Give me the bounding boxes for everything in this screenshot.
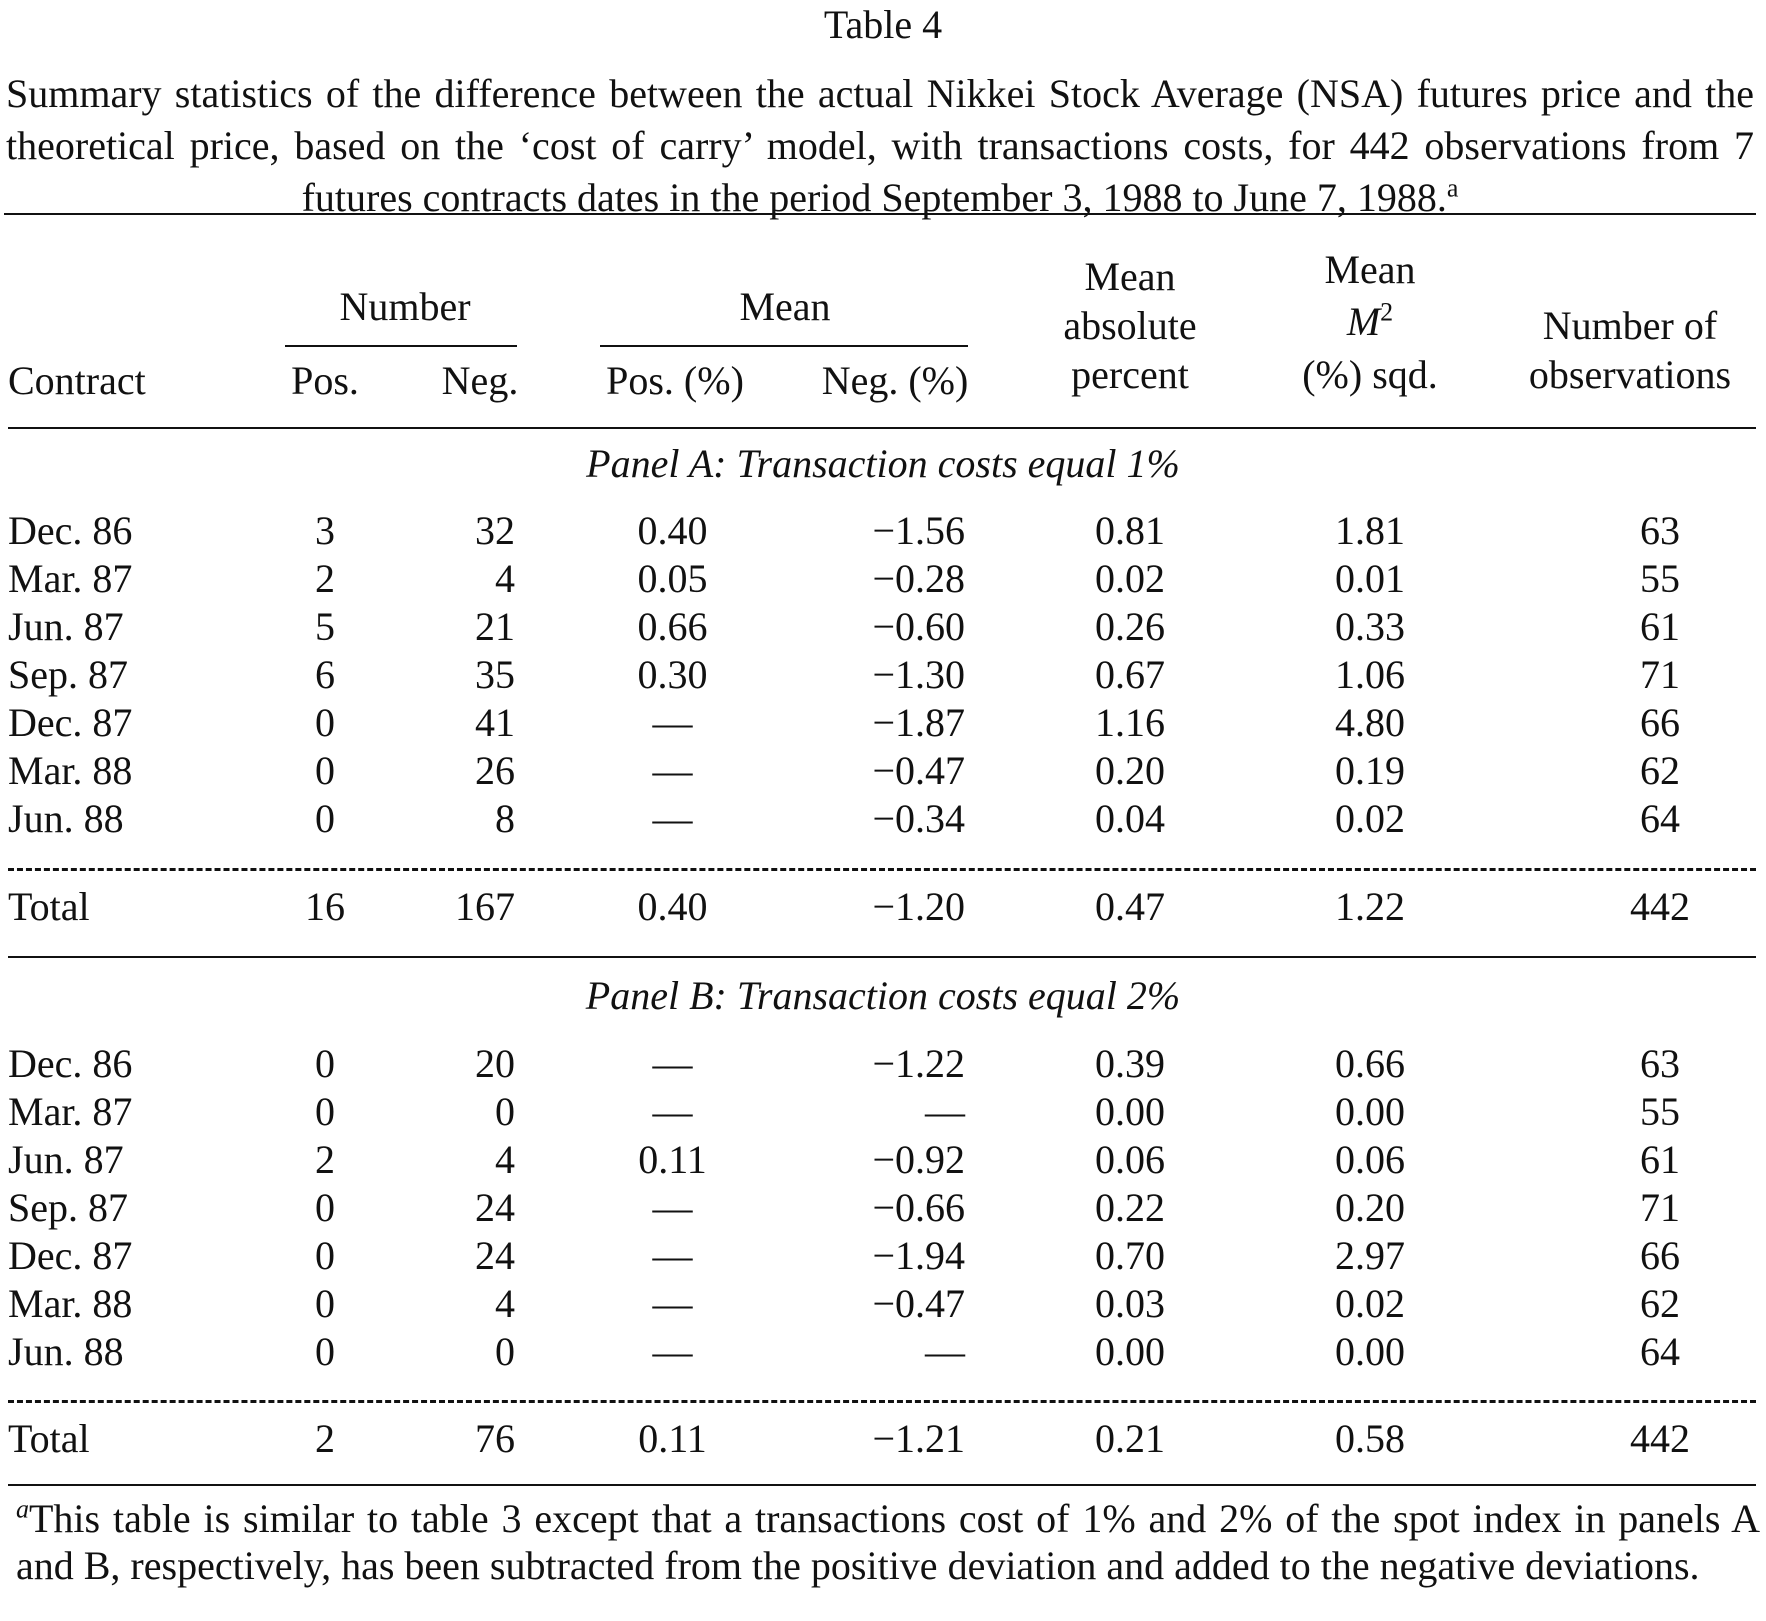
cell-mean-abs: 0.22 (1095, 1185, 1165, 1230)
total-cell-mean-abs: 0.47 (1095, 884, 1165, 929)
cell-mean-neg: −1.87 (872, 700, 965, 745)
cell-nobs: 62 (1640, 1281, 1680, 1326)
cell-pos: 2 (315, 556, 335, 601)
total-cell-mean-neg: −1.20 (872, 884, 965, 929)
cell-pos: 0 (315, 1233, 335, 1278)
cell-mean-m2: 0.02 (1335, 1281, 1405, 1326)
header-pos: Pos. (291, 358, 359, 403)
cell-neg: 24 (475, 1233, 515, 1278)
cell-neg: 21 (475, 604, 515, 649)
panel-a-title: Panel A: Transaction costs equal 1% (586, 441, 1180, 486)
panel-b-total-rule (8, 1400, 1756, 1403)
cell-mean-pos: 0.05 (637, 556, 708, 601)
total-cell-mean-abs: 0.21 (1095, 1416, 1165, 1461)
cell-contract: Dec. 86 (8, 1041, 133, 1086)
total-cell-nobs: 442 (1630, 884, 1690, 929)
table-number: Table 4 (823, 2, 943, 47)
cell-neg: 4 (495, 556, 515, 601)
cell-neg: 24 (475, 1185, 515, 1230)
cell-mean-neg: — (925, 1329, 965, 1374)
panel-a-bottom-rule (8, 956, 1756, 958)
footnote-mark: a (16, 1494, 29, 1524)
cell-mean-abs: 0.39 (1095, 1041, 1165, 1086)
cell-mean-m2: 0.66 (1335, 1041, 1405, 1086)
cell-contract: Mar. 87 (8, 556, 133, 601)
cell-nobs: 64 (1640, 796, 1680, 841)
cell-contract: Sep. 87 (8, 652, 128, 697)
table-footnote (16, 1495, 1760, 1589)
cell-mean-abs: 1.16 (1095, 700, 1165, 745)
cell-mean-pos: 0.40 (637, 508, 708, 553)
cell-nobs: 55 (1640, 1089, 1680, 1134)
cell-neg: 20 (475, 1041, 515, 1086)
header-neg: Neg. (441, 358, 519, 403)
cell-mean-neg: −0.34 (872, 796, 965, 841)
cell-nobs: 71 (1640, 652, 1680, 697)
cell-contract: Jun. 88 (8, 1329, 124, 1374)
total-cell-neg: 76 (475, 1416, 515, 1461)
header-mean-neg: Neg. (%) (821, 358, 969, 403)
total-cell-contract: Total (8, 1416, 90, 1461)
cell-mean-m2: 0.00 (1335, 1089, 1405, 1134)
cell-mean-neg: −0.60 (872, 604, 965, 649)
cell-mean-abs: 0.26 (1095, 604, 1165, 649)
cell-mean-m2: 0.19 (1335, 748, 1405, 793)
cell-mean-abs: 0.81 (1095, 508, 1165, 553)
cell-contract: Jun. 87 (8, 604, 124, 649)
cell-mean-pos: — (652, 1089, 693, 1134)
cell-mean-abs: 0.04 (1095, 796, 1165, 841)
header-nobs-line1: Number of (1542, 303, 1718, 348)
table-caption (6, 68, 1754, 224)
total-cell-pos: 2 (315, 1416, 335, 1461)
cell-mean-abs: 0.02 (1095, 556, 1165, 601)
cell-pos: 0 (315, 1281, 335, 1326)
cell-contract: Jun. 88 (8, 796, 124, 841)
cell-mean-abs: 0.67 (1095, 652, 1165, 697)
header-mean-m2-line3: (%) sqd. (1302, 352, 1438, 397)
cell-mean-abs: 0.03 (1095, 1281, 1165, 1326)
cell-neg: 0 (495, 1329, 515, 1374)
header-mean-m2-line2 (1270, 298, 1470, 346)
cell-mean-pos: — (652, 1041, 693, 1086)
cell-pos: 0 (315, 1329, 335, 1374)
cell-mean-pos: — (652, 1281, 693, 1326)
cell-mean-m2: 1.81 (1335, 508, 1405, 553)
cell-pos: 0 (315, 748, 335, 793)
header-number-group: Number (339, 284, 471, 329)
cell-nobs: 61 (1640, 1137, 1680, 1182)
total-cell-neg: 167 (455, 884, 515, 929)
total-cell-mean-pos: 0.11 (638, 1416, 707, 1461)
cell-neg: 4 (495, 1137, 515, 1182)
cell-contract: Jun. 87 (8, 1137, 124, 1182)
cell-neg: 32 (475, 508, 515, 553)
header-mean-abs-line2: absolute (1063, 303, 1197, 348)
total-cell-mean-m2: 0.58 (1335, 1416, 1405, 1461)
caption-footnote-mark: a (1446, 173, 1459, 203)
cell-mean-pos: — (652, 1185, 693, 1230)
cell-pos: 0 (315, 796, 335, 841)
panel-b-title: Panel B: Transaction costs equal 2% (585, 973, 1181, 1018)
mean-group-underline (600, 345, 968, 347)
cell-contract: Mar. 88 (8, 1281, 133, 1326)
total-cell-contract: Total (8, 884, 90, 929)
cell-mean-pos: 0.11 (638, 1137, 707, 1182)
cell-mean-abs: 0.70 (1095, 1233, 1165, 1278)
cell-neg: 41 (475, 700, 515, 745)
cell-pos: 5 (315, 604, 335, 649)
header-mean-m2-line1: Mean (1324, 247, 1416, 292)
total-cell-mean-m2: 1.22 (1335, 884, 1405, 929)
cell-mean-m2: 2.97 (1335, 1233, 1405, 1278)
cell-nobs: 63 (1640, 508, 1680, 553)
header-contract: Contract (8, 358, 146, 403)
number-group-underline (285, 345, 517, 347)
cell-mean-pos: — (652, 796, 693, 841)
cell-pos: 6 (315, 652, 335, 697)
header-mean-pos: Pos. (%) (606, 358, 744, 403)
header-mean-abs-line3: percent (1071, 352, 1189, 397)
header-bottom-rule (8, 427, 1756, 429)
cell-pos: 0 (315, 1041, 335, 1086)
cell-contract: Mar. 87 (8, 1089, 133, 1134)
total-cell-mean-pos: 0.40 (637, 884, 708, 929)
cell-nobs: 63 (1640, 1041, 1680, 1086)
cell-contract: Sep. 87 (8, 1185, 128, 1230)
cell-mean-abs: 0.00 (1095, 1329, 1165, 1374)
cell-mean-abs: 0.00 (1095, 1089, 1165, 1134)
cell-mean-pos: — (652, 1233, 693, 1278)
cell-neg: 8 (495, 796, 515, 841)
cell-mean-neg: −0.92 (872, 1137, 965, 1182)
cell-pos: 0 (315, 1089, 335, 1134)
cell-neg: 35 (475, 652, 515, 697)
cell-contract: Dec. 86 (8, 508, 133, 553)
panel-a-total-rule (8, 868, 1756, 871)
cell-nobs: 55 (1640, 556, 1680, 601)
total-cell-mean-neg: −1.21 (872, 1416, 965, 1461)
cell-pos: 0 (315, 700, 335, 745)
footnote-text: This table is similar to table 3 except that a transactions cost of 1% and 2% of the spot index in panels A and B, respectively, has been subtracted from the positive deviation and added to the negative deviations. (16, 1496, 1760, 1588)
cell-nobs: 71 (1640, 1185, 1680, 1230)
header-mean-group: Mean (739, 284, 831, 329)
total-cell-nobs: 442 (1630, 1416, 1690, 1461)
cell-pos: 3 (315, 508, 335, 553)
m-symbol: M (1346, 299, 1381, 344)
cell-contract: Dec. 87 (8, 1233, 133, 1278)
cell-mean-abs: 0.06 (1095, 1137, 1165, 1182)
total-cell-pos: 16 (305, 884, 345, 929)
header-mean-abs-line1: Mean (1084, 254, 1176, 299)
m-squared-exponent: 2 (1380, 297, 1394, 327)
cell-pos: 2 (315, 1137, 335, 1182)
header-nobs-line2: observations (1528, 352, 1732, 397)
cell-nobs: 62 (1640, 748, 1680, 793)
caption-text: Summary statistics of the difference between the actual Nikkei Stock Average (NSA) futures price and the theoretical price, based on the ‘cost of carry’ model, with transactions costs, for 442 observations from 7 futures contracts dates in the period September 3, 1988 to June 7, 1988. (6, 71, 1754, 220)
cell-mean-neg: −1.94 (872, 1233, 965, 1278)
cell-nobs: 64 (1640, 1329, 1680, 1374)
cell-nobs: 66 (1640, 700, 1680, 745)
cell-mean-m2: 4.80 (1335, 700, 1405, 745)
cell-mean-m2: 0.01 (1335, 556, 1405, 601)
cell-mean-neg: −0.47 (872, 1281, 965, 1326)
cell-nobs: 61 (1640, 604, 1680, 649)
cell-mean-m2: 0.20 (1335, 1185, 1405, 1230)
cell-mean-neg: −1.56 (872, 508, 965, 553)
cell-mean-pos: — (652, 700, 693, 745)
cell-mean-m2: 0.06 (1335, 1137, 1405, 1182)
cell-mean-pos: — (652, 1329, 693, 1374)
cell-nobs: 66 (1640, 1233, 1680, 1278)
cell-contract: Mar. 88 (8, 748, 133, 793)
cell-mean-neg: −0.47 (872, 748, 965, 793)
cell-pos: 0 (315, 1185, 335, 1230)
cell-neg: 4 (495, 1281, 515, 1326)
table-bottom-rule (8, 1484, 1756, 1486)
cell-mean-m2: 0.02 (1335, 796, 1405, 841)
cell-mean-pos: — (652, 748, 693, 793)
cell-mean-neg: −0.66 (872, 1185, 965, 1230)
cell-mean-m2: 0.33 (1335, 604, 1405, 649)
cell-mean-neg: −0.28 (872, 556, 965, 601)
cell-neg: 26 (475, 748, 515, 793)
cell-mean-m2: 1.06 (1335, 652, 1405, 697)
top-rule (4, 213, 1756, 215)
cell-neg: 0 (495, 1089, 515, 1134)
cell-mean-neg: — (925, 1089, 965, 1134)
cell-contract: Dec. 87 (8, 700, 133, 745)
cell-mean-abs: 0.20 (1095, 748, 1165, 793)
cell-mean-neg: −1.22 (872, 1041, 965, 1086)
cell-mean-pos: 0.66 (637, 604, 708, 649)
cell-mean-neg: −1.30 (872, 652, 965, 697)
cell-mean-m2: 0.00 (1335, 1329, 1405, 1374)
cell-mean-pos: 0.30 (637, 652, 708, 697)
